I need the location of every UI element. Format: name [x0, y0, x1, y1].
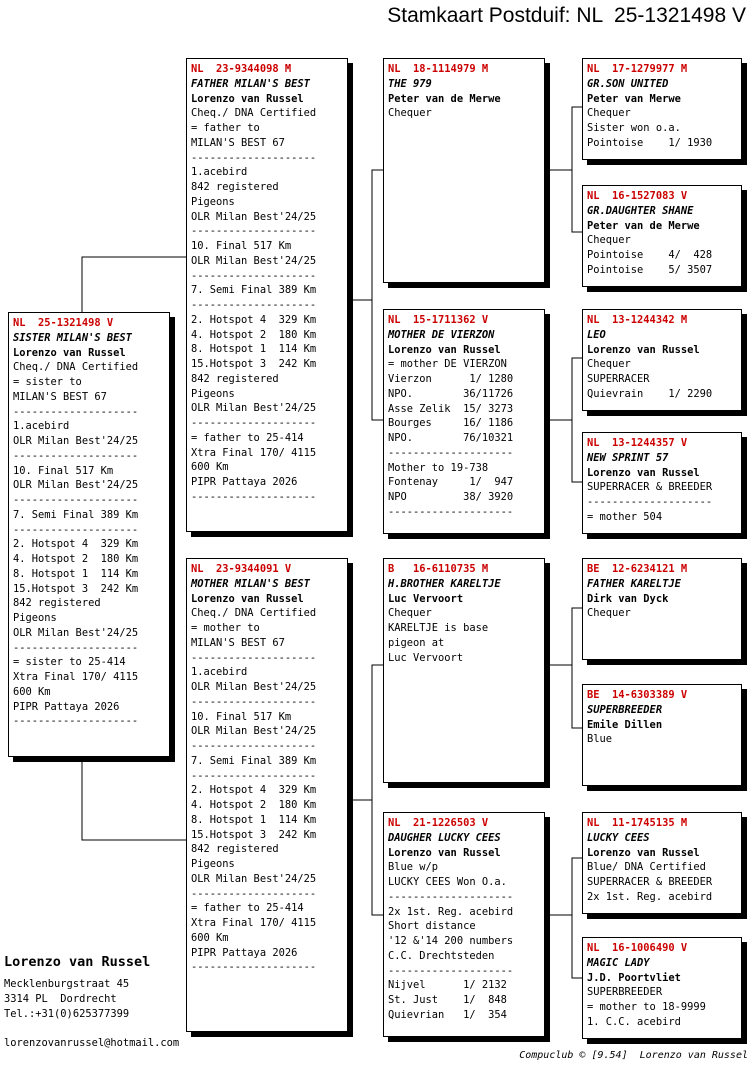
card-detail-line: --------------------	[587, 496, 713, 508]
connector-mother-mf	[372, 665, 383, 800]
card-detail-line: Pointoise 1/ 1930	[587, 136, 713, 149]
card-detail-line: Pigeons	[191, 195, 235, 208]
card-details	[388, 606, 540, 665]
card-detail-line: pigeon at	[388, 636, 445, 649]
card-detail-line: MILAN'S BEST 67	[191, 636, 285, 649]
card-detail-line: Xtra Final 170/ 4115	[191, 917, 317, 929]
card-detail-line: SUPERRACER	[587, 373, 650, 385]
pigeon-name: MOTHER DE VIERZON	[388, 328, 495, 341]
card-details	[587, 732, 737, 747]
owner-email[interactable]: lorenzovanrussel@hotmail.com	[4, 1037, 180, 1049]
card-detail-line: C.C. Drechtsteden	[388, 949, 495, 962]
ring-number: NL 17-1279977 M	[587, 63, 688, 75]
pigeon-card-fmf[interactable]	[582, 309, 742, 411]
ring-number: NL 21-1226503 V	[388, 817, 489, 829]
card-detail-line: 1.acebird	[191, 166, 248, 179]
card-detail-line: Sister won o.a.	[587, 122, 681, 134]
card-detail-line: --------------------	[191, 740, 317, 752]
ring-number: NL 25-1321498 V	[13, 317, 114, 329]
card-details	[587, 233, 737, 277]
card-details	[388, 106, 540, 121]
breeder-name: Lorenzo van Russel	[388, 846, 501, 859]
breeder-name: Peter van de Merwe	[587, 219, 700, 232]
pigeon-name: LEO	[587, 328, 606, 341]
connector-father-ff	[372, 170, 383, 300]
card-detail-line: 7. Semi Final 389 Km	[191, 754, 317, 767]
card-detail-line: 2. Hotspot 4 329 Km	[13, 538, 139, 551]
card-detail-line: Pigeons	[191, 858, 235, 870]
card-detail-line: Nijvel 1/ 2132	[388, 979, 507, 992]
card-detail-line: OLR Milan Best'24/25	[191, 402, 317, 415]
card-detail-line: 7. Semi Final 389 Km	[13, 508, 139, 521]
card-detail-line: 8. Hotspot 1 114 Km	[13, 567, 139, 580]
owner-street: Mecklenburgstraat 45	[4, 978, 130, 990]
card-detail-line: --------------------	[388, 505, 514, 518]
card-detail-line: MILAN'S BEST 67	[191, 136, 285, 149]
card-detail-line: Chequer	[587, 234, 631, 247]
card-detail-line: Cheq./ DNA Certified	[191, 107, 317, 120]
ring-number: NL 16-1527083 V	[587, 190, 688, 202]
owner-name: Lorenzo van Russel	[4, 954, 151, 970]
card-detail-line: --------------------	[13, 494, 139, 506]
card-detail-line: SUPERBREEDER	[587, 986, 663, 999]
owner-phone: Tel.:+31(0)625377399	[4, 1008, 130, 1020]
pigeon-card-father-father[interactable]	[383, 58, 545, 283]
card-detail-line: 8. Hotspot 1 114 Km	[191, 343, 317, 356]
card-detail-line: OLR Milan Best'24/25	[191, 210, 317, 223]
breeder-name: Lorenzo van Russel	[587, 466, 700, 479]
card-detail-line: Blue	[587, 733, 613, 746]
card-detail-line: 7. Semi Final 389 Km	[191, 284, 317, 297]
pigeon-name: H.BROTHER KARELTJE	[388, 577, 501, 590]
card-detail-line: Cheq./ DNA Certified	[13, 361, 139, 374]
footer-credit: Compuclub © [9.54] Lorenzo van Russel	[519, 1050, 748, 1061]
card-detail-line: --------------------	[191, 151, 317, 164]
pigeon-name: SUPERBREEDER	[587, 703, 663, 716]
card-detail-line: --------------------	[13, 405, 139, 418]
ring-number: NL 13-1244357 V	[587, 437, 688, 449]
pigeon-card-mother[interactable]	[186, 558, 348, 1032]
pigeon-name: MAGIC LADY	[587, 956, 650, 969]
card-detail-line: = father to 25-414	[191, 431, 304, 444]
pigeon-card-fmm[interactable]	[582, 432, 742, 534]
card-details	[13, 360, 165, 729]
card-detail-line: Quievrian 1/ 354	[388, 1008, 507, 1021]
card-detail-line: = mother 504	[587, 510, 663, 523]
pigeon-card-mmm[interactable]	[582, 937, 742, 1039]
card-detail-line: 2x 1st. Reg. acebird	[388, 905, 514, 918]
card-detail-line: Mother to 19-738	[388, 461, 489, 474]
breeder-name: Lorenzo van Russel	[587, 343, 700, 356]
card-detail-line: Pointoise 5/ 3507	[587, 263, 713, 276]
card-detail-line: Cheq./ DNA Certified	[191, 607, 317, 620]
breeder-name: Lorenzo van Russel	[191, 592, 304, 605]
card-detail-line: 4. Hotspot 2 180 Km	[13, 553, 139, 565]
card-detail-line: KARELTJE is base	[388, 622, 489, 634]
page-title: Stamkaart Postduif: NL 25-1321498 V	[387, 4, 746, 27]
connector-subject-father	[82, 257, 188, 312]
breeder-name: J.D. Poortvliet	[587, 971, 681, 984]
card-detail-line: NPO. 36/11726	[388, 387, 514, 400]
card-detail-line: Fontenay 1/ 947	[388, 476, 514, 489]
ring-number: NL 16-1006490 V	[587, 942, 688, 954]
pigeon-card-father[interactable]	[186, 58, 348, 532]
pigeon-name: FATHER MILAN'S BEST	[191, 77, 310, 90]
card-detail-line: Quievrain 1/ 2290	[587, 387, 713, 400]
card-detail-line: Chequer	[587, 358, 631, 371]
pigeon-name: FATHER KARELTJE	[587, 577, 681, 590]
pigeon-card-mother-father[interactable]	[383, 558, 545, 783]
card-detail-line: Chequer	[587, 607, 631, 620]
card-details	[191, 606, 343, 975]
card-details	[388, 357, 540, 519]
card-detail-line: OLR Milan Best'24/25	[13, 479, 139, 492]
connector-subject-mother	[82, 757, 188, 840]
breeder-name: Luc Vervoort	[388, 592, 464, 605]
breeder-name: Lorenzo van Russel	[587, 846, 700, 859]
card-detail-line: Blue w/p	[388, 861, 439, 874]
card-detail-line: NPO 38/ 3920	[388, 491, 514, 503]
card-detail-line: 10. Final 517 Km	[191, 710, 292, 723]
card-details	[191, 106, 343, 504]
card-detail-line: --------------------	[388, 964, 514, 977]
ring-number: NL 23-9344098 M	[191, 63, 292, 75]
breeder-name: Peter van Merwe	[587, 92, 681, 105]
card-detail-line: Pointoise 4/ 428	[587, 249, 713, 261]
pigeon-card-mfm[interactable]	[582, 684, 742, 786]
card-detail-line: Luc Vervoort	[388, 651, 464, 664]
ring-number: NL 18-1114979 M	[388, 63, 489, 75]
card-detail-line: 15.Hotspot 3 242 Km	[191, 828, 317, 841]
card-detail-line: --------------------	[13, 523, 139, 536]
breeder-name: Peter van de Merwe	[388, 92, 501, 105]
card-detail-line: OLR Milan Best'24/25	[191, 725, 317, 738]
pigeon-card-father-mother[interactable]	[383, 309, 545, 534]
card-detail-line: --------------------	[191, 299, 317, 311]
card-detail-line: Chequer	[587, 107, 631, 120]
pigeon-name: SISTER MILAN'S BEST	[13, 331, 132, 344]
card-detail-line: Vierzon 1/ 1280	[388, 373, 514, 385]
card-details	[587, 106, 737, 150]
card-detail-line: 2x 1st. Reg. acebird	[587, 890, 713, 903]
card-detail-line: 1.acebird	[191, 666, 248, 679]
card-detail-line: = mother to	[191, 622, 260, 634]
card-detail-line: 600 Km	[191, 461, 229, 474]
pigeon-card-mother-mother[interactable]	[383, 812, 545, 1037]
card-detail-line: 4. Hotspot 2 180 Km	[191, 799, 317, 811]
card-detail-line: --------------------	[13, 715, 139, 728]
pigeon-name: GR.DAUGHTER SHANE	[587, 204, 694, 217]
breeder-name: Lorenzo van Russel	[191, 92, 304, 105]
card-detail-line: --------------------	[191, 490, 317, 503]
pigeon-name: GR.SON UNITED	[587, 77, 669, 90]
pigeon-name: DAUGHER LUCKY CEES	[388, 831, 501, 844]
card-detail-line: --------------------	[191, 417, 317, 429]
card-detail-line: Xtra Final 170/ 4115	[13, 671, 139, 683]
card-detail-line: MILAN'S BEST 67	[13, 390, 107, 403]
card-detail-line: PIPR Pattaya 2026	[191, 476, 298, 488]
card-detail-line: = father to	[191, 122, 260, 134]
card-detail-line: = sister to	[13, 376, 82, 388]
card-detail-line: 8. Hotspot 1 114 Km	[191, 813, 317, 826]
card-details	[587, 606, 737, 621]
card-detail-line: Bourges 16/ 1186	[388, 417, 514, 430]
card-detail-line: 1.acebird	[13, 420, 70, 433]
card-details	[587, 480, 737, 524]
connector-mother-mm	[372, 800, 383, 915]
card-detail-line: Chequer	[388, 607, 432, 620]
card-detail-line: --------------------	[388, 446, 514, 459]
card-detail-line: 10. Final 517 Km	[13, 464, 114, 477]
card-detail-line: --------------------	[191, 887, 317, 900]
connector-ff-parents	[548, 107, 583, 232]
card-detail-line: --------------------	[13, 641, 139, 654]
card-detail-line: 1. C.C. acebird	[587, 1015, 681, 1028]
card-detail-line: Xtra Final 170/ 4115	[191, 446, 317, 459]
card-detail-line: 15.Hotspot 3 242 Km	[191, 358, 317, 370]
card-detail-line: 842 registered	[191, 843, 279, 856]
card-detail-line: --------------------	[191, 769, 317, 782]
card-detail-line: --------------------	[13, 449, 139, 462]
card-detail-line: Asse Zelik 15/ 3273	[388, 402, 514, 415]
ring-number: NL 11-1745135 M	[587, 817, 688, 829]
pigeon-card-ffm[interactable]	[582, 185, 742, 287]
card-detail-line: OLR Milan Best'24/25	[191, 254, 317, 267]
card-detail-line: OLR Milan Best'24/25	[13, 626, 139, 639]
owner-city: 3314 PL Dordrecht	[4, 993, 117, 1005]
card-detail-line: Pigeons	[13, 612, 57, 624]
card-detail-line: 4. Hotspot 2 180 Km	[191, 328, 317, 341]
card-detail-line: --------------------	[191, 695, 317, 708]
pigeon-card-mff[interactable]	[582, 558, 742, 660]
card-detail-line: 2. Hotspot 4 329 Km	[191, 784, 317, 797]
card-detail-line: Short distance	[388, 920, 476, 933]
card-detail-line: 842 registered	[13, 597, 101, 610]
card-detail-line: --------------------	[191, 651, 317, 664]
card-details	[587, 860, 737, 904]
card-detail-line: 2. Hotspot 4 329 Km	[191, 313, 317, 326]
card-detail-line: --------------------	[388, 890, 514, 903]
card-details	[587, 985, 737, 1029]
card-detail-line: PIPR Pattaya 2026	[191, 946, 298, 959]
card-detail-line: SUPERRACER & BREEDER	[587, 481, 713, 494]
pigeon-card-fff[interactable]	[582, 58, 742, 160]
card-detail-line: 10. Final 517 Km	[191, 240, 292, 252]
connector-mm-parents	[548, 858, 583, 978]
card-detail-line: OLR Milan Best'24/25	[191, 681, 317, 693]
card-detail-line: Blue/ DNA Certified	[587, 861, 706, 874]
card-detail-line: = mother DE VIERZON	[388, 358, 507, 371]
card-detail-line: OLR Milan Best'24/25	[13, 435, 139, 447]
ring-number: NL 15-1711362 V	[388, 314, 489, 326]
card-details	[587, 357, 737, 401]
connector-fm-parents	[548, 358, 583, 482]
card-detail-line: SUPERRACER & BREEDER	[587, 876, 713, 888]
pigeon-name: MOTHER MILAN'S BEST	[191, 577, 310, 590]
pigeon-name: LUCKY CEES	[587, 831, 650, 844]
breeder-name: Dirk van Dyck	[587, 592, 669, 605]
card-detail-line: OLR Milan Best'24/25	[191, 872, 317, 885]
card-detail-line: NPO. 76/10321	[388, 432, 514, 444]
card-detail-line: 842 registered	[191, 372, 279, 385]
ring-number: B 16-6110735 M	[388, 563, 489, 575]
pigeon-card-subject[interactable]	[8, 312, 170, 757]
ring-number: NL 23-9344091 V	[191, 563, 292, 575]
card-detail-line: 600 Km	[191, 931, 229, 944]
card-detail-line: '12 &'14 200 numbers	[388, 935, 514, 947]
ring-number: BE 12-6234121 M	[587, 563, 688, 575]
card-detail-line: --------------------	[191, 225, 317, 238]
card-detail-line: --------------------	[191, 961, 317, 974]
card-details	[388, 860, 540, 1022]
breeder-name: Emile Dillen	[587, 718, 663, 731]
breeder-name: Lorenzo van Russel	[388, 343, 501, 356]
connector-mf-parents	[548, 608, 583, 728]
card-detail-line: 600 Km	[13, 685, 51, 698]
card-detail-line: = mother to 18-9999	[587, 1001, 706, 1013]
card-detail-line: = father to 25-414	[191, 902, 304, 915]
card-detail-line: = sister to 25-414	[13, 656, 126, 669]
card-detail-line: 842 registered	[191, 181, 279, 193]
card-detail-line: LUCKY CEES Won O.a.	[388, 876, 507, 888]
ring-number: NL 13-1244342 M	[587, 314, 688, 326]
card-detail-line: PIPR Pattaya 2026	[13, 700, 120, 713]
card-detail-line: Pigeons	[191, 387, 235, 400]
card-detail-line: 15.Hotspot 3 242 Km	[13, 582, 139, 595]
card-detail-line: St. Just 1/ 848	[388, 994, 507, 1006]
card-detail-line: Chequer	[388, 107, 432, 120]
card-detail-line: --------------------	[191, 269, 317, 282]
pigeon-name: THE 979	[388, 77, 432, 90]
ring-number: BE 14-6303389 V	[587, 689, 688, 701]
pigeon-card-mmf[interactable]	[582, 812, 742, 914]
breeder-name: Lorenzo van Russel	[13, 346, 126, 359]
pigeon-name: NEW SPRINT 57	[587, 451, 669, 464]
connector-father-fm	[372, 300, 383, 420]
